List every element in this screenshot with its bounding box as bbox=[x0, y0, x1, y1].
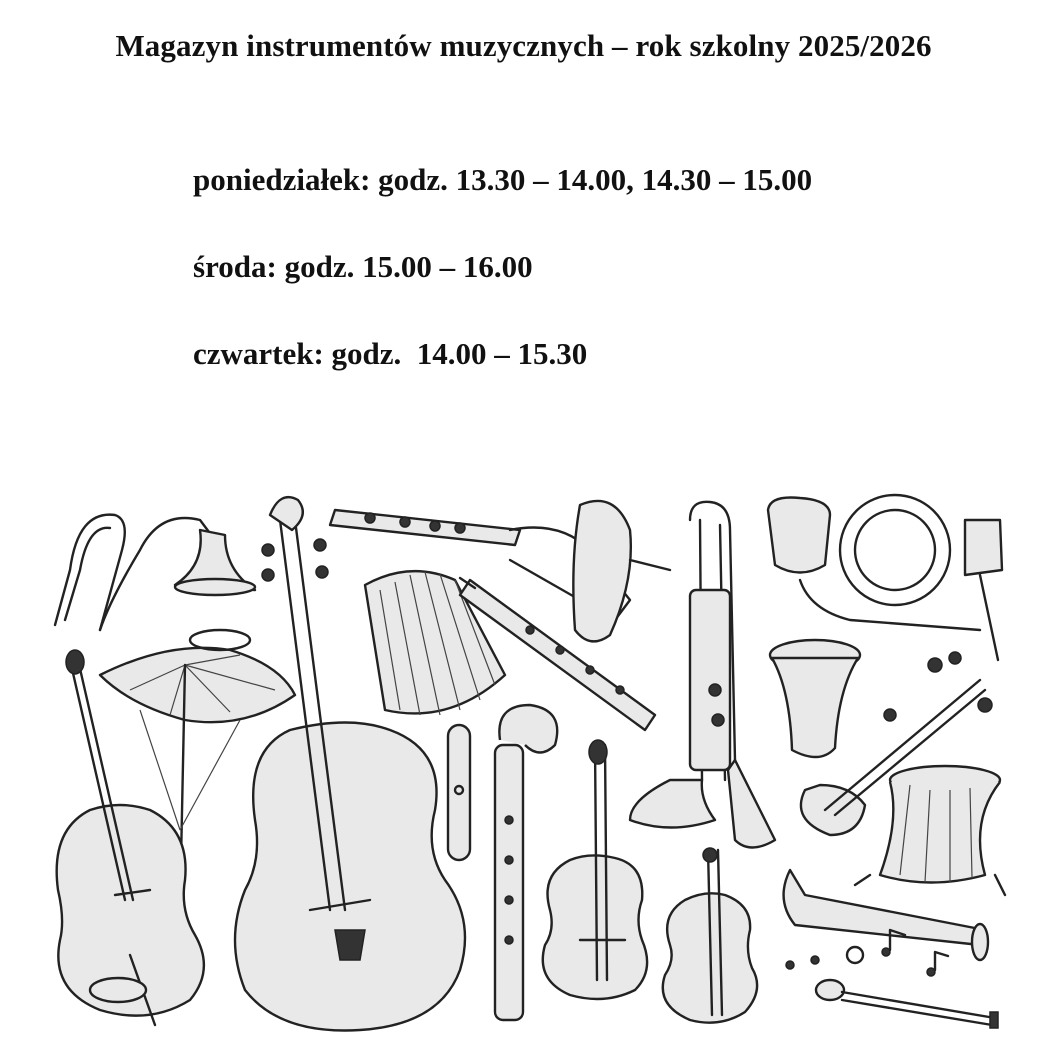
drum-drawing bbox=[855, 766, 1005, 895]
pipe-drawing bbox=[816, 980, 998, 1028]
violin-small-drawing bbox=[663, 848, 757, 1023]
trumpet-drawing bbox=[630, 502, 775, 848]
schedule-wednesday: środa: godz. 15.00 – 16.00 bbox=[193, 249, 533, 284]
whistle-drawing bbox=[448, 725, 470, 860]
french-horn-drawing bbox=[768, 495, 1002, 660]
horn-drawing bbox=[55, 515, 255, 630]
schedule-list bbox=[193, 158, 812, 376]
violin-middle-drawing bbox=[543, 740, 647, 999]
page-title: Magazyn instrumentów muzycznych – rok szkolny 2025/2026 bbox=[115, 28, 932, 63]
instruments-illustration bbox=[30, 490, 1020, 1035]
schedule-monday: poniedziałek: godz. 13.30 – 14.00, 14.30 – 15.00 bbox=[193, 162, 813, 197]
schedule-thursday: czwartek: godz. 14.00 – 15.30 bbox=[193, 336, 588, 371]
bugle-drawing bbox=[784, 870, 988, 960]
bell-drawing bbox=[770, 640, 860, 757]
